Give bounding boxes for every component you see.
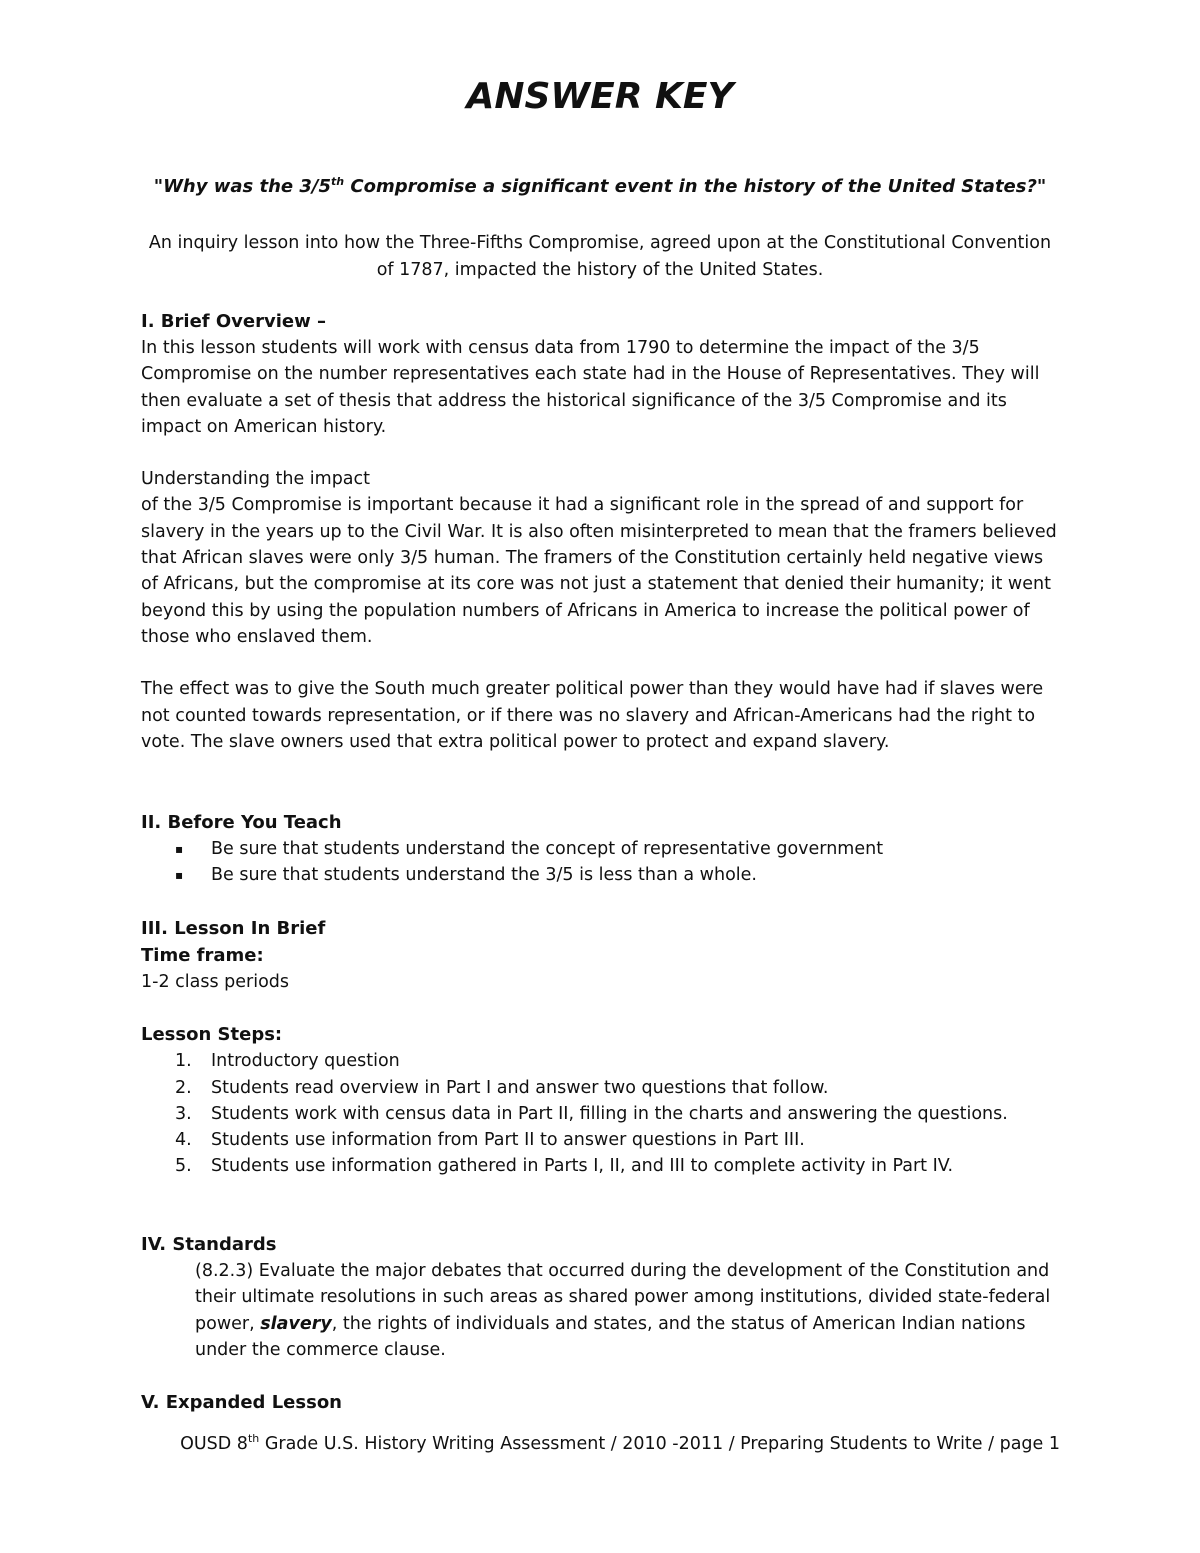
section-brief-overview (141, 308, 1061, 755)
section-heading: III. Lesson In Brief (141, 918, 326, 939)
lesson-steps-label: Lesson Steps: (141, 1024, 283, 1046)
section-standards (141, 1231, 1061, 1363)
standard-line: (8.2.3) Evaluate the major debates that occurred during the development of the Constitution and (195, 1261, 1050, 1281)
timeframe-label: Time frame: (141, 945, 264, 966)
footer-superscript: th (247, 1432, 260, 1445)
overview-line: Understanding the impact (141, 469, 371, 490)
bullet-mark: ▪ (175, 868, 184, 882)
bullet-mark: ▪ (175, 842, 184, 856)
step-text: Introductory question (211, 1051, 400, 1072)
step-text: Students use information gathered in Parts I, II, and III to complete activity in Part IV. (211, 1156, 954, 1177)
page-footer (180, 1432, 1060, 1454)
list-item (141, 1153, 1061, 1179)
footer-text-end: Grade U.S. History Writing Assessment / 2010 -2011 / Preparing Students to Write / page 1 (259, 1433, 1060, 1454)
standard-line: their ultimate resolutions in such areas as shared power among institutions, divided state-federal (195, 1287, 1051, 1308)
intro-line: of 1787, impacted the history of the United States. (376, 260, 824, 280)
overview-line: not counted towards representation, or if there was no slavery and African-Americans had the right to (141, 705, 1036, 726)
section-heading: V. Expanded Lesson (141, 1392, 342, 1413)
question-text-end: Compromise a significant event in the history of the United States?" (344, 176, 1047, 197)
list-item (141, 1127, 1061, 1153)
standard-line-end: , the rights of individuals and states, and the status of American Indian nations (331, 1313, 1026, 1334)
page-title: ANSWER KEY (466, 76, 734, 117)
overview-line: that African slaves were only 3/5 human. The framers of the Constitution certainly held negative views (141, 548, 1044, 569)
list-item-text: Be sure that students understand the 3/5 is less than a whole. (211, 865, 757, 885)
list-item-text: Be sure that students understand the concept of representative government (211, 839, 884, 859)
step-text: Students work with census data in Part II, filling in the charts and answering the questions. (211, 1103, 1008, 1124)
standard-line-start: power, (195, 1313, 261, 1334)
emphasized-word: slavery (260, 1313, 332, 1334)
section-lesson-in-brief (141, 915, 1061, 1180)
overview-line: beyond this by using the population numbers of Africans in America to increase the political power of (141, 600, 1030, 621)
overview-line: of the 3/5 Compromise is important because it had a significant role in the spread of and support for (141, 495, 1024, 516)
question-text-start: "Why was the 3/5 (153, 176, 332, 197)
intro-paragraph (130, 230, 1070, 284)
overview-line: The effect was to give the South much greater political power than they would have had if slaves were (141, 679, 1044, 700)
overview-line: then evaluate a set of thesis that address the historical significance of the 3/5 Compromise and its (141, 390, 1007, 411)
section-heading: I. Brief Overview – (141, 311, 327, 332)
section-expanded-lesson (141, 1389, 1061, 1416)
section-before-you-teach (141, 809, 1061, 888)
lesson-steps-list (141, 1048, 1061, 1179)
intro-line: An inquiry lesson into how the Three-Fifths Compromise, agreed upon at the Constitutional Convention (148, 233, 1052, 253)
overview-line: slavery in the years up to the Civil War. It is also often misinterpreted to mean that the framers believed (141, 521, 1057, 542)
question-superscript: th (331, 175, 345, 188)
timeframe-value: 1-2 class periods (141, 972, 290, 992)
section-heading: IV. Standards (141, 1234, 277, 1255)
overview-line: of Africans, but the compromise at its core was not just a statement that denied their humanity; it went (141, 574, 1051, 595)
step-text: Students read overview in Part I and answer two questions that follow. (211, 1077, 829, 1098)
standard-line (195, 1311, 1061, 1337)
list-item (141, 836, 1061, 862)
essential-question (0, 175, 1200, 197)
step-number: 2. (175, 1077, 192, 1098)
step-number: 3. (175, 1103, 192, 1124)
step-number: 5. (175, 1156, 192, 1177)
overview-line: impact on American history. (141, 416, 387, 437)
overview-line: In this lesson students will work with census data from 1790 to determine the impact of the 3/5 (141, 338, 980, 358)
standard-text (141, 1258, 1061, 1363)
bullet-list (141, 836, 1061, 888)
list-item (141, 862, 1061, 888)
list-item (141, 1048, 1061, 1074)
standard-line: under the commerce clause. (195, 1339, 446, 1360)
step-number: 1. (175, 1051, 192, 1072)
overview-line: vote. The slave owners used that extra political power to protect and expand slavery. (141, 731, 890, 752)
footer-text-start: OUSD 8 (180, 1433, 248, 1454)
list-item (141, 1075, 1061, 1101)
step-text: Students use information from Part II to answer questions in Part III. (211, 1130, 805, 1151)
step-number: 4. (175, 1130, 192, 1151)
overview-line: those who enslaved them. (141, 626, 373, 647)
list-item (141, 1101, 1061, 1127)
overview-line: Compromise on the number representatives each state had in the House of Representatives. They will (141, 364, 1040, 385)
section-heading: II. Before You Teach (141, 812, 342, 833)
